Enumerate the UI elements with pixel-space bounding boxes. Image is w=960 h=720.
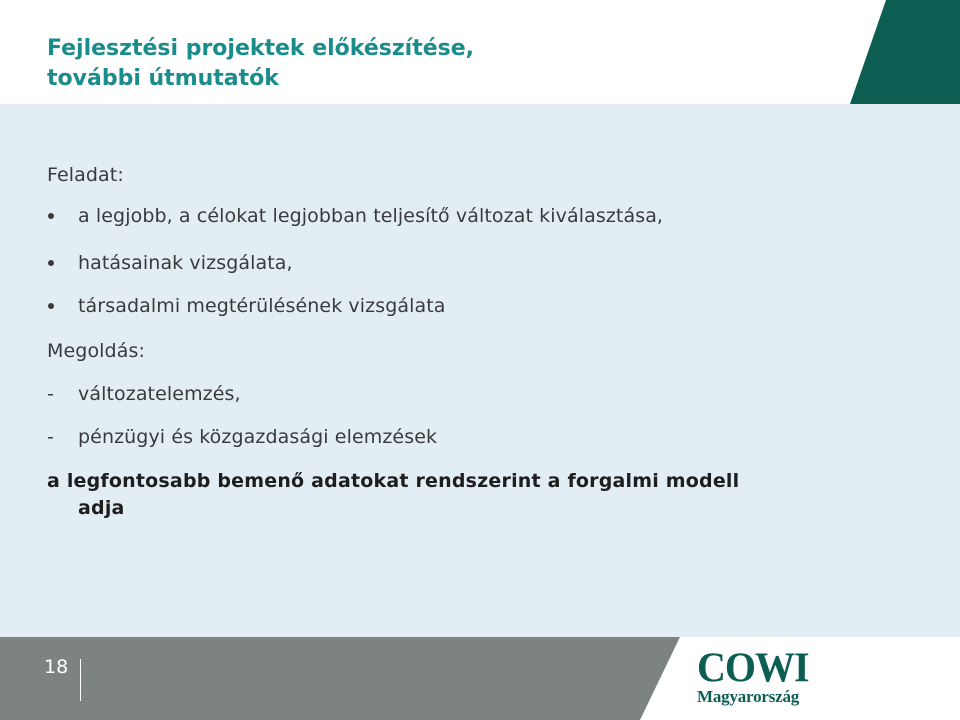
dash-marker: - [47, 383, 54, 405]
key-statement-line-2: adja [78, 497, 125, 519]
bullet-icon [48, 260, 54, 266]
key-statement-line-1: a legfontosabb bemenő adatokat rendszerint a forgalmi modell [47, 470, 740, 492]
task-item: a legjobb, a célokat legjobban teljesítő változat kiválasztása, [78, 205, 664, 227]
slide-header [0, 0, 960, 104]
key-statement [47, 468, 837, 522]
logo-country: Magyarország [697, 687, 800, 706]
slide-footer [0, 637, 960, 720]
logo-brand: COWI [697, 643, 809, 692]
slide-title [47, 34, 474, 94]
slide-title-line-2: további útmutatók [47, 66, 279, 91]
task-item: társadalmi megtérülésének vizsgálata [78, 295, 446, 317]
slide-body [0, 104, 960, 637]
solution-item: változatelemzés, [78, 383, 241, 405]
task-item: hatásainak vizsgálata, [78, 252, 293, 274]
page-number-divider [80, 659, 81, 701]
company-logo [697, 643, 812, 713]
solution-item: pénzügyi és közgazdasági elemzések [78, 426, 438, 448]
corner-accent-shape [850, 0, 960, 104]
bullet-icon [48, 303, 54, 309]
page-number: 18 [44, 656, 69, 678]
footer-band [0, 637, 960, 720]
slide-title-line-1: Fejlesztési projektek előkészítése, [47, 36, 475, 61]
solution-label: Megoldás: [47, 340, 145, 362]
dash-marker: - [47, 426, 54, 448]
bullet-icon [48, 213, 54, 219]
task-label: Feladat: [47, 164, 124, 186]
